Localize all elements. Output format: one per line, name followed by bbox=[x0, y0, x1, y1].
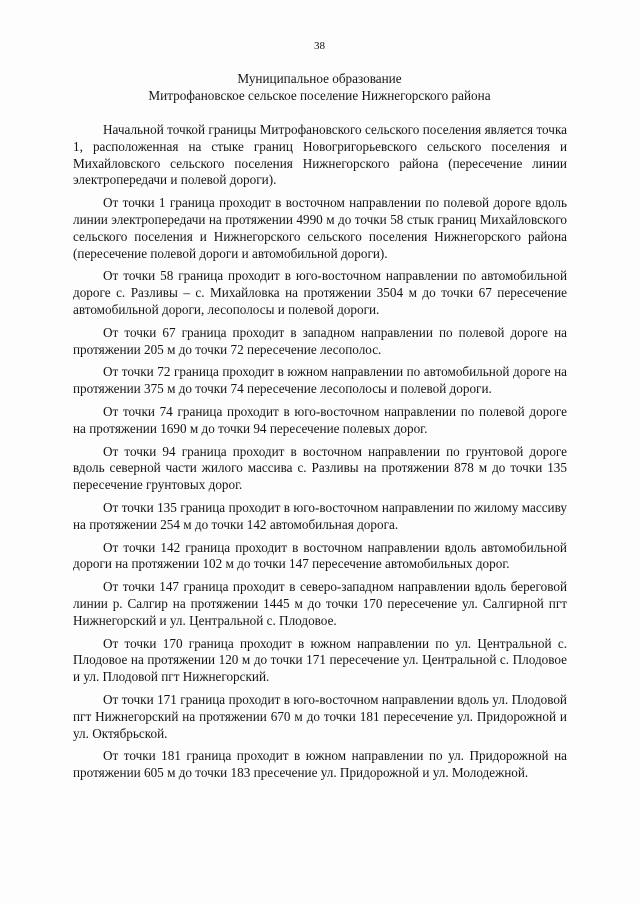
paragraph: Начальной точкой границы Митрофановского сельского поселения является точка 1, расположенная на стыке границ Новогригорьевского сельского поселения и Михайловского сельского поселения Нижнегорского района (пересечение линии электропередачи и полевой дороги). bbox=[73, 122, 567, 188]
page-number: 38 bbox=[314, 40, 325, 52]
paragraph: От точки 135 граница проходит в юго-восточном направлении по жилому массиву на протяжении 254 м до точки 142 автомобильная дорога. bbox=[73, 499, 567, 532]
paragraph: От точки 142 граница проходит в восточном направлении вдоль автомобильной дороги на протяжении 102 м до точки 147 пересечение автомобильных дорог. bbox=[73, 539, 567, 572]
heading-line-2: Митрофановское сельское поселение Нижнегорского района bbox=[148, 88, 491, 103]
document-body bbox=[73, 122, 567, 788]
paragraph: От точки 170 граница проходит в южном направлении по ул. Центральной с. Плодовое на протяжении 120 м до точки 171 пересечение ул. Центральной с. Плодовое и ул. Плодовой пгт Нижнегорский. bbox=[73, 635, 567, 685]
paragraph: От точки 58 граница проходит в юго-восточном направлении по автомобильной дороге с. Разливы – с. Михайловка на протяжении 3504 м до точки 67 пересечение автомобильной дороги, лесополосы и полевой дороги. bbox=[73, 268, 567, 317]
paragraph: От точки 94 граница проходит в восточном направлении по грунтовой дороге вдоль северной части жилого массива с. Разливы на протяжении 878 м до точки 135 пересечение грунтовых дорог. bbox=[73, 443, 567, 493]
paragraph: От точки 72 граница проходит в южном направлении по автомобильной дороге на протяжении 375 м до точки 74 пересечение лесополосы и полевой дороги. bbox=[73, 364, 567, 397]
paragraph: От точки 147 граница проходит в северо-западном направлении вдоль береговой линии р. Салгир на протяжении 1445 м до точки 170 пересечение ул. Салгирной пгт Нижнегорский и ул. Центральной с. Плодовое. bbox=[73, 579, 567, 628]
paragraph: От точки 171 граница проходит в юго-восточном направлении вдоль ул. Плодовой пгт Нижнегорский на протяжении 670 м до точки 181 пересечение ул. Придорожной и ул. Октябрьской. bbox=[73, 691, 567, 741]
paragraph: От точки 1 граница проходит в восточном направлении по полевой дороге вдоль линии электропередачи на протяжении 4990 м до точки 58 стык границ Михайловского сельского поселения и Нижнегорского сельского поселения Нижнегорского района (пересечение полевой дороги и автомобильной дороги). bbox=[73, 195, 567, 261]
heading-line-1: Муниципальное образование bbox=[237, 71, 402, 86]
paragraph: От точки 181 граница проходит в южном направлении по ул. Придорожной на протяжении 605 м до точки 183 пресечение ул. Придорожной и ул. Молодежной. bbox=[73, 748, 567, 781]
paragraph: От точки 74 граница проходит в юго-восточном направлении по полевой дороге на протяжении 1690 м до точки 94 пересечение полевых дорог. bbox=[73, 403, 567, 436]
paragraph: От точки 67 граница проходит в западном направлении по полевой дороге на протяжении 205 м до точки 72 пересечение лесополос. bbox=[73, 324, 567, 357]
document-heading bbox=[60, 70, 579, 104]
